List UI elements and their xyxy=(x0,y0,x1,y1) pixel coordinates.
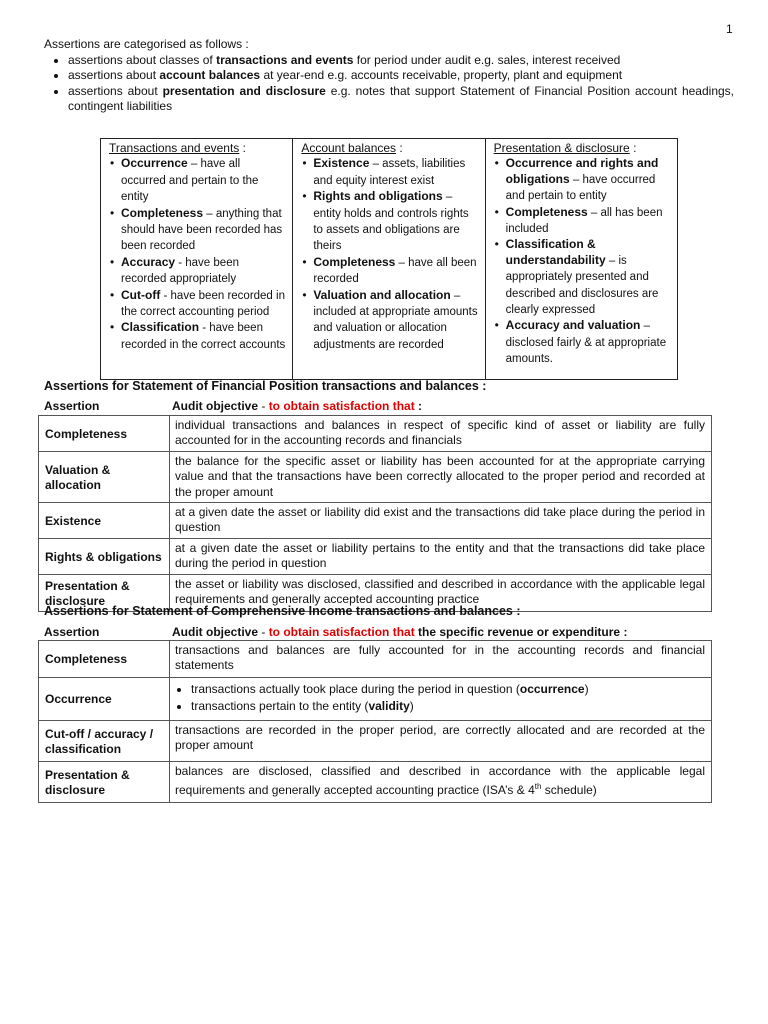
page-number: 1 xyxy=(726,22,733,36)
item-desc: – assets, liabilities and equity interest exist xyxy=(313,158,466,187)
occurrence-text: transactions pertain to the entity ( xyxy=(191,699,369,714)
objective-dash: - xyxy=(258,625,269,639)
category-item xyxy=(121,156,286,205)
assertion-name: Valuation & allocation xyxy=(39,451,170,502)
assertion-objective: transactions and balances are fully accounted for in the accounting records and financial statements xyxy=(170,641,712,678)
category-transactions xyxy=(101,139,293,380)
item-desc: - have been recorded in the correct accounts xyxy=(121,322,286,351)
table-row xyxy=(39,538,712,574)
sfp-column-headings xyxy=(44,399,644,413)
category-item xyxy=(313,255,478,288)
assertion-name: Cut-off / accuracy / classification xyxy=(39,721,170,762)
superscript: th xyxy=(534,782,542,792)
sfp-assertions-table xyxy=(38,415,712,612)
table-row xyxy=(39,451,712,502)
category-item xyxy=(313,288,478,354)
intro-list xyxy=(44,53,734,115)
item-term: Accuracy and valuation xyxy=(505,318,641,333)
item-desc: – is appropriately presented and described and disclosures are clearly expressed xyxy=(505,254,659,317)
category-heading xyxy=(494,141,671,156)
assertion-objective: the asset or liability was disclosed, classified and described in accordance with the applicable legal requirements and generally accepted accounting practice xyxy=(170,574,712,612)
intro-text: assertions about xyxy=(68,68,160,82)
intro-text: assertions about classes of xyxy=(68,52,217,67)
assertion-name: Completeness xyxy=(39,641,170,678)
intro-bold: presentation and disclosure xyxy=(162,83,326,98)
categories-row xyxy=(101,139,678,380)
item-term: Accuracy xyxy=(121,254,176,269)
assertion-name: Completeness xyxy=(39,416,170,452)
objective-label: Audit objective xyxy=(172,399,259,413)
item-term: Classification xyxy=(121,320,200,335)
assertion-objective xyxy=(170,762,712,803)
category-heading xyxy=(109,141,286,156)
item-term: Completeness xyxy=(121,205,204,220)
intro-lead: Assertions are categorised as follows : xyxy=(44,37,249,51)
assertion-objective: individual transactions and balances in respect of specific kind of asset or liability are fully accounted for in the accounting records and financials xyxy=(170,416,712,452)
intro-text: for period under audit e.g. sales, interest received xyxy=(353,52,621,67)
item-desc: – included at appropriate amounts and valuation or allocation adjustments are recorded xyxy=(313,289,478,351)
occurrence-item xyxy=(191,682,705,697)
objective-tail: the specific revenue or expenditure : xyxy=(414,625,628,639)
table-row xyxy=(39,678,712,721)
item-term: Rights and obligations xyxy=(313,189,443,204)
category-heading-suffix: : xyxy=(396,141,403,155)
table-row xyxy=(39,641,712,678)
sci-assertions-table xyxy=(38,640,712,803)
intro-bullet xyxy=(68,84,734,115)
assertion-name: Occurrence xyxy=(39,678,170,721)
category-list xyxy=(109,156,286,353)
item-term: Existence xyxy=(313,156,370,171)
item-desc: – all has been included xyxy=(505,206,663,236)
intro-bullet xyxy=(68,68,734,84)
category-item xyxy=(313,189,478,255)
item-term: Cut-off xyxy=(121,287,161,302)
item-desc: – have occurred and pertain to entity xyxy=(505,173,656,203)
table-row xyxy=(39,416,712,452)
item-desc: – disclosed fairly & at appropriate amounts. xyxy=(505,320,667,366)
intro-text: e.g. notes that support Statement of Financial Position account headings, contingent liabilities xyxy=(68,83,734,113)
occurrence-text: transactions actually took place during the period in question ( xyxy=(191,682,520,696)
item-desc: - have been recorded in the correct accounting period xyxy=(121,289,285,319)
occurrence-item xyxy=(191,699,705,714)
item-term: Completeness xyxy=(313,254,396,269)
objective-text: schedule) xyxy=(541,783,597,798)
assertion-objective: transactions are recorded in the proper period, are correctly allocated and are recorded at the proper amount xyxy=(170,721,712,762)
category-presentation xyxy=(485,139,677,380)
item-desc: – anything that should have been recorded has been recorded xyxy=(121,207,283,253)
intro xyxy=(44,37,734,115)
objective-column-heading xyxy=(172,625,627,639)
objective-label: Audit objective xyxy=(172,625,259,639)
assertion-objective: the balance for the specific asset or liability has been accounted for at the appropriate carrying value and that the transactions have been correctly allocated to the proper period and recorded at the proper amount xyxy=(170,451,712,502)
occurrence-bold: validity xyxy=(368,699,410,714)
category-account-balances xyxy=(293,139,485,380)
category-item xyxy=(506,156,671,204)
table-row xyxy=(39,503,712,539)
category-item xyxy=(121,206,286,255)
category-heading-suffix: : xyxy=(239,141,246,155)
intro-bullet xyxy=(68,53,734,69)
assertion-name: Presentation & disclosure xyxy=(39,574,170,612)
item-term: Occurrence and rights and obligations xyxy=(505,156,659,186)
intro-text: at year-end e.g. accounts receivable, property, plant and equipment xyxy=(260,68,623,82)
assertion-objective xyxy=(170,678,712,721)
category-item xyxy=(121,255,286,288)
category-list xyxy=(301,156,478,353)
table-row xyxy=(39,721,712,762)
objective-dash: - xyxy=(258,399,269,413)
category-item xyxy=(121,288,286,321)
objective-text: balances are disclosed, classified and described in accordance with the applicable legal requirements and generally accepted accounting practice (ISA’s & 4 xyxy=(175,764,705,798)
category-item xyxy=(506,237,671,318)
occurrence-list xyxy=(175,682,705,715)
category-heading-suffix: : xyxy=(629,141,637,155)
item-desc: – entity holds and controls rights to assets and obligations are theirs xyxy=(313,191,469,253)
item-term: Valuation and allocation xyxy=(313,287,451,302)
table-row xyxy=(39,762,712,803)
category-heading xyxy=(301,141,478,156)
assertion-categories-table xyxy=(100,138,678,380)
item-desc: – have all occurred and pertain to the entity xyxy=(121,158,259,204)
intro-text: assertions about xyxy=(68,83,163,98)
objective-tail: : xyxy=(414,399,423,413)
objective-highlight: to obtain satisfaction that xyxy=(268,625,415,639)
objective-column-heading xyxy=(172,399,422,413)
sci-section-title: Assertions for Statement of Comprehensive Income transactions and balances : xyxy=(44,604,521,618)
category-heading-text: Presentation & disclosure xyxy=(493,141,630,155)
item-term: Classification & understandability xyxy=(505,237,606,267)
item-desc: – have all been recorded xyxy=(313,256,477,286)
category-heading-text: Account balances xyxy=(301,141,397,155)
objective-highlight: to obtain satisfaction that xyxy=(268,399,415,413)
intro-bold: transactions and events xyxy=(216,52,354,67)
intro-bold: account balances xyxy=(159,68,261,82)
sfp-section-title: Assertions for Statement of Financial Position transactions and balances : xyxy=(44,379,487,393)
assertion-name: Presentation & disclosure xyxy=(39,762,170,803)
assertion-column-heading: Assertion xyxy=(44,399,100,413)
category-item xyxy=(506,318,671,367)
item-term: Occurrence xyxy=(121,156,188,171)
category-heading-text: Transactions and events xyxy=(109,141,240,155)
category-item xyxy=(506,205,671,238)
item-desc: - have been recorded appropriately xyxy=(121,256,239,286)
category-item xyxy=(313,156,478,189)
occurrence-text: ) xyxy=(584,682,589,696)
assertion-objective: at a given date the asset or liability pertains to the entity and that the transactions did take place during the period in question xyxy=(170,538,712,574)
occurrence-bold: occurrence xyxy=(519,682,585,696)
assertion-name: Rights & obligations xyxy=(39,538,170,574)
assertion-column-heading: Assertion xyxy=(44,625,100,639)
assertion-name: Existence xyxy=(39,503,170,539)
occurrence-text: ) xyxy=(409,699,414,714)
category-item xyxy=(121,320,286,353)
category-list xyxy=(494,156,671,367)
item-term: Completeness xyxy=(505,204,588,219)
assertion-objective: at a given date the asset or liability did exist and the transactions did take place during the period in question xyxy=(170,503,712,539)
sci-column-headings xyxy=(44,625,664,639)
